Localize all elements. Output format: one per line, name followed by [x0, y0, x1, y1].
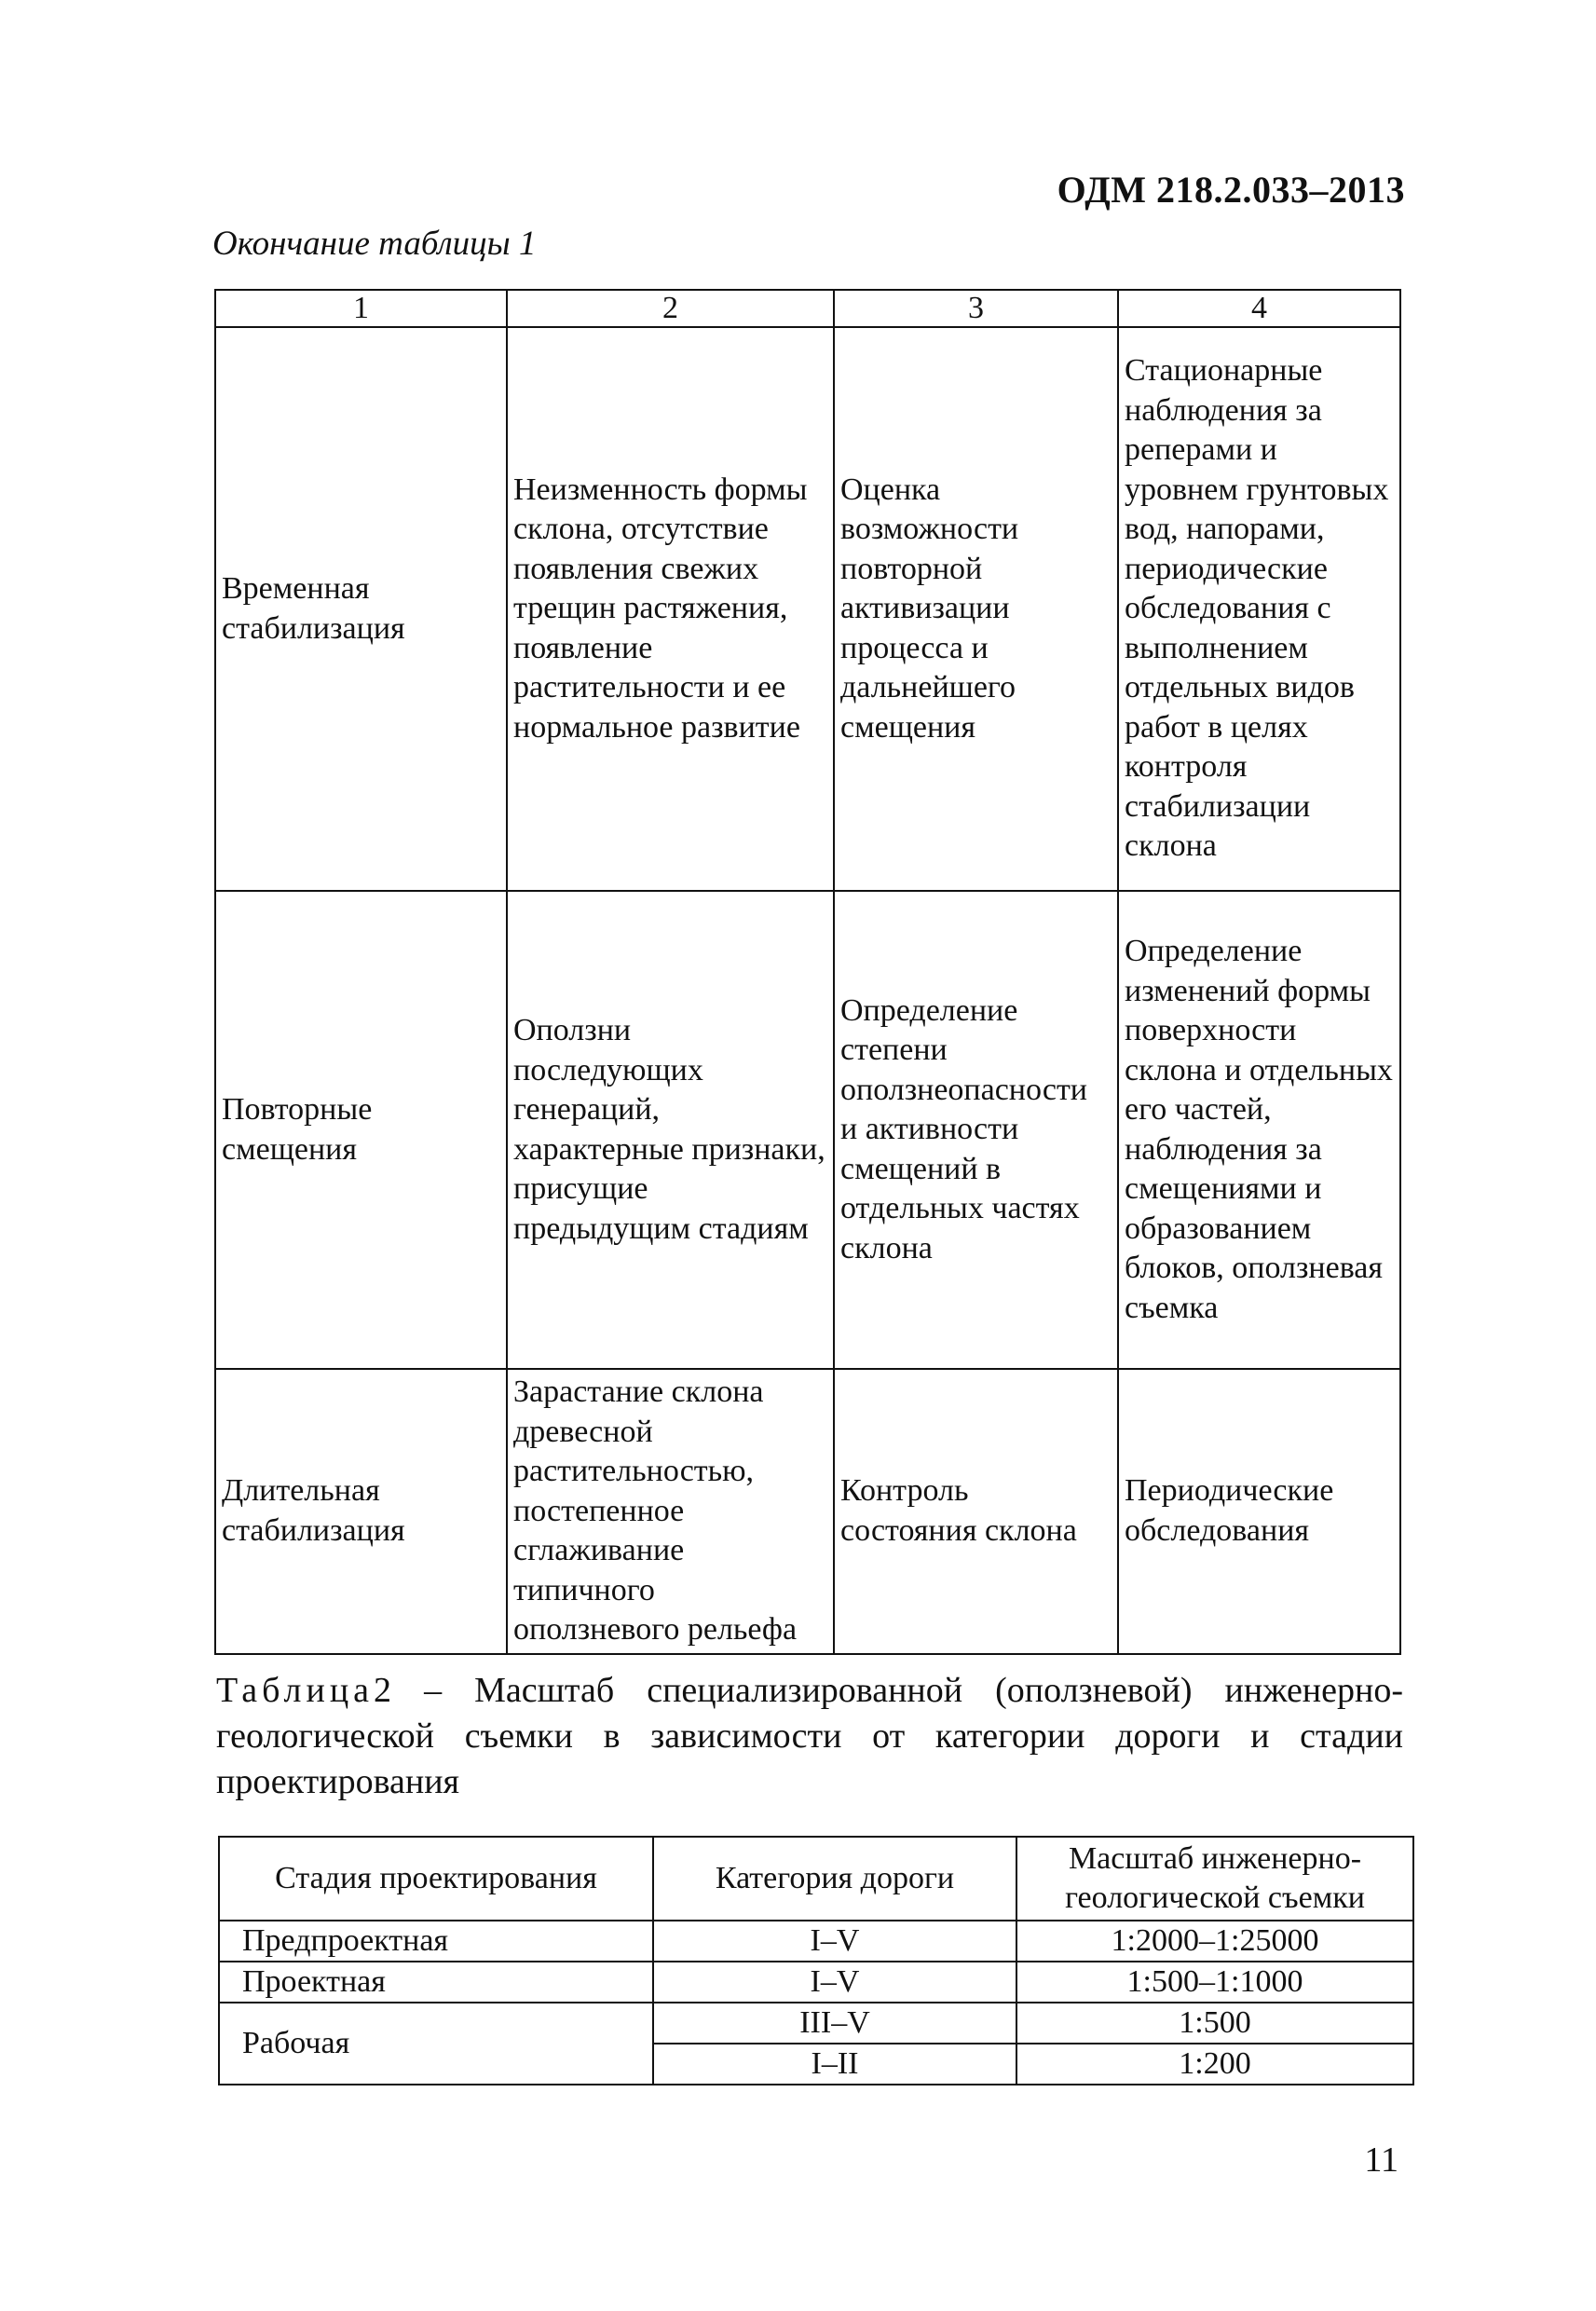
table-2-caption [216, 1668, 1403, 1805]
scale-cell: 1:500 [1016, 2003, 1413, 2044]
table-2 [218, 1836, 1414, 2085]
category-cell: I–II [653, 2044, 1016, 2085]
table-row [215, 891, 1400, 1369]
category-cell: III–V [653, 2003, 1016, 2044]
table-row [215, 327, 1400, 891]
stage-cell: Предпроектная [219, 1921, 653, 1962]
stage-cell: Повторные смещения [215, 891, 507, 1369]
table-row [219, 1921, 1413, 1962]
document-code: ОДМ 218.2.033–2013 [1057, 169, 1405, 211]
stage-cell: Рабочая [219, 2003, 653, 2085]
table-header-row [215, 290, 1400, 327]
header-scale: Масштаб инженерно-геологической съемки [1016, 1837, 1413, 1921]
scale-cell: 1:500–1:1000 [1016, 1962, 1413, 2003]
methods-cell: Периодические обследования [1118, 1369, 1400, 1654]
table-row [215, 1369, 1400, 1654]
category-cell: I–V [653, 1921, 1016, 1962]
caption-text: – Масштаб специализированной (оползневой) инженерно-геологической съемки в зависимости от категории дороги и стадии проектирования [216, 1671, 1404, 1801]
stage-cell: Временная стабилизация [215, 327, 507, 891]
table-1 [214, 289, 1401, 1655]
table-continuation-title: Окончание таблицы 1 [212, 225, 537, 263]
tasks-cell: Определение степени оползнеопасности и активности смещений в отдельных частях склона [834, 891, 1118, 1369]
category-cell: I–V [653, 1962, 1016, 2003]
column-number: 3 [834, 290, 1118, 327]
scale-cell: 1:200 [1016, 2044, 1413, 2085]
methods-cell: Стационарные наблюдения за реперами и уровнем грунтовых вод, напорами, периодические обследования с выполнением отдельных видов работ в целях контроля стабилизации склона [1118, 327, 1400, 891]
column-number: 4 [1118, 290, 1400, 327]
methods-cell: Определение изменений формы поверхности склона и отдельных его частей, наблюдения за смещениями и образованием блоков, оползневая съемка [1118, 891, 1400, 1369]
column-number: 2 [507, 290, 834, 327]
page-number: 11 [1364, 2140, 1398, 2180]
caption-number: 2 [374, 1671, 392, 1710]
header-stage: Стадия проектирования [219, 1837, 653, 1921]
signs-cell: Зарастание склона древесной растительностью, постепенное сглаживание типичного оползневого рельефа [507, 1369, 834, 1654]
header-category: Категория дороги [653, 1837, 1016, 1921]
stage-cell: Проектная [219, 1962, 653, 2003]
column-number: 1 [215, 290, 507, 327]
caption-label: Таблица [216, 1671, 375, 1710]
table-header-row [219, 1837, 1413, 1921]
stage-cell: Длительная стабилизация [215, 1369, 507, 1654]
tasks-cell: Контроль состояния склона [834, 1369, 1118, 1654]
signs-cell: Оползни последующих генераций, характерные признаки, присущие предыдущим стадиям [507, 891, 834, 1369]
scale-cell: 1:2000–1:25000 [1016, 1921, 1413, 1962]
table-row [219, 1962, 1413, 2003]
table-row [219, 2003, 1413, 2044]
signs-cell: Неизменность формы склона, отсутствие появления свежих трещин растяжения, появление растительности и ее нормальное развитие [507, 327, 834, 891]
tasks-cell: Оценка возможности повторной активизации процесса и дальнейшего смещения [834, 327, 1118, 891]
